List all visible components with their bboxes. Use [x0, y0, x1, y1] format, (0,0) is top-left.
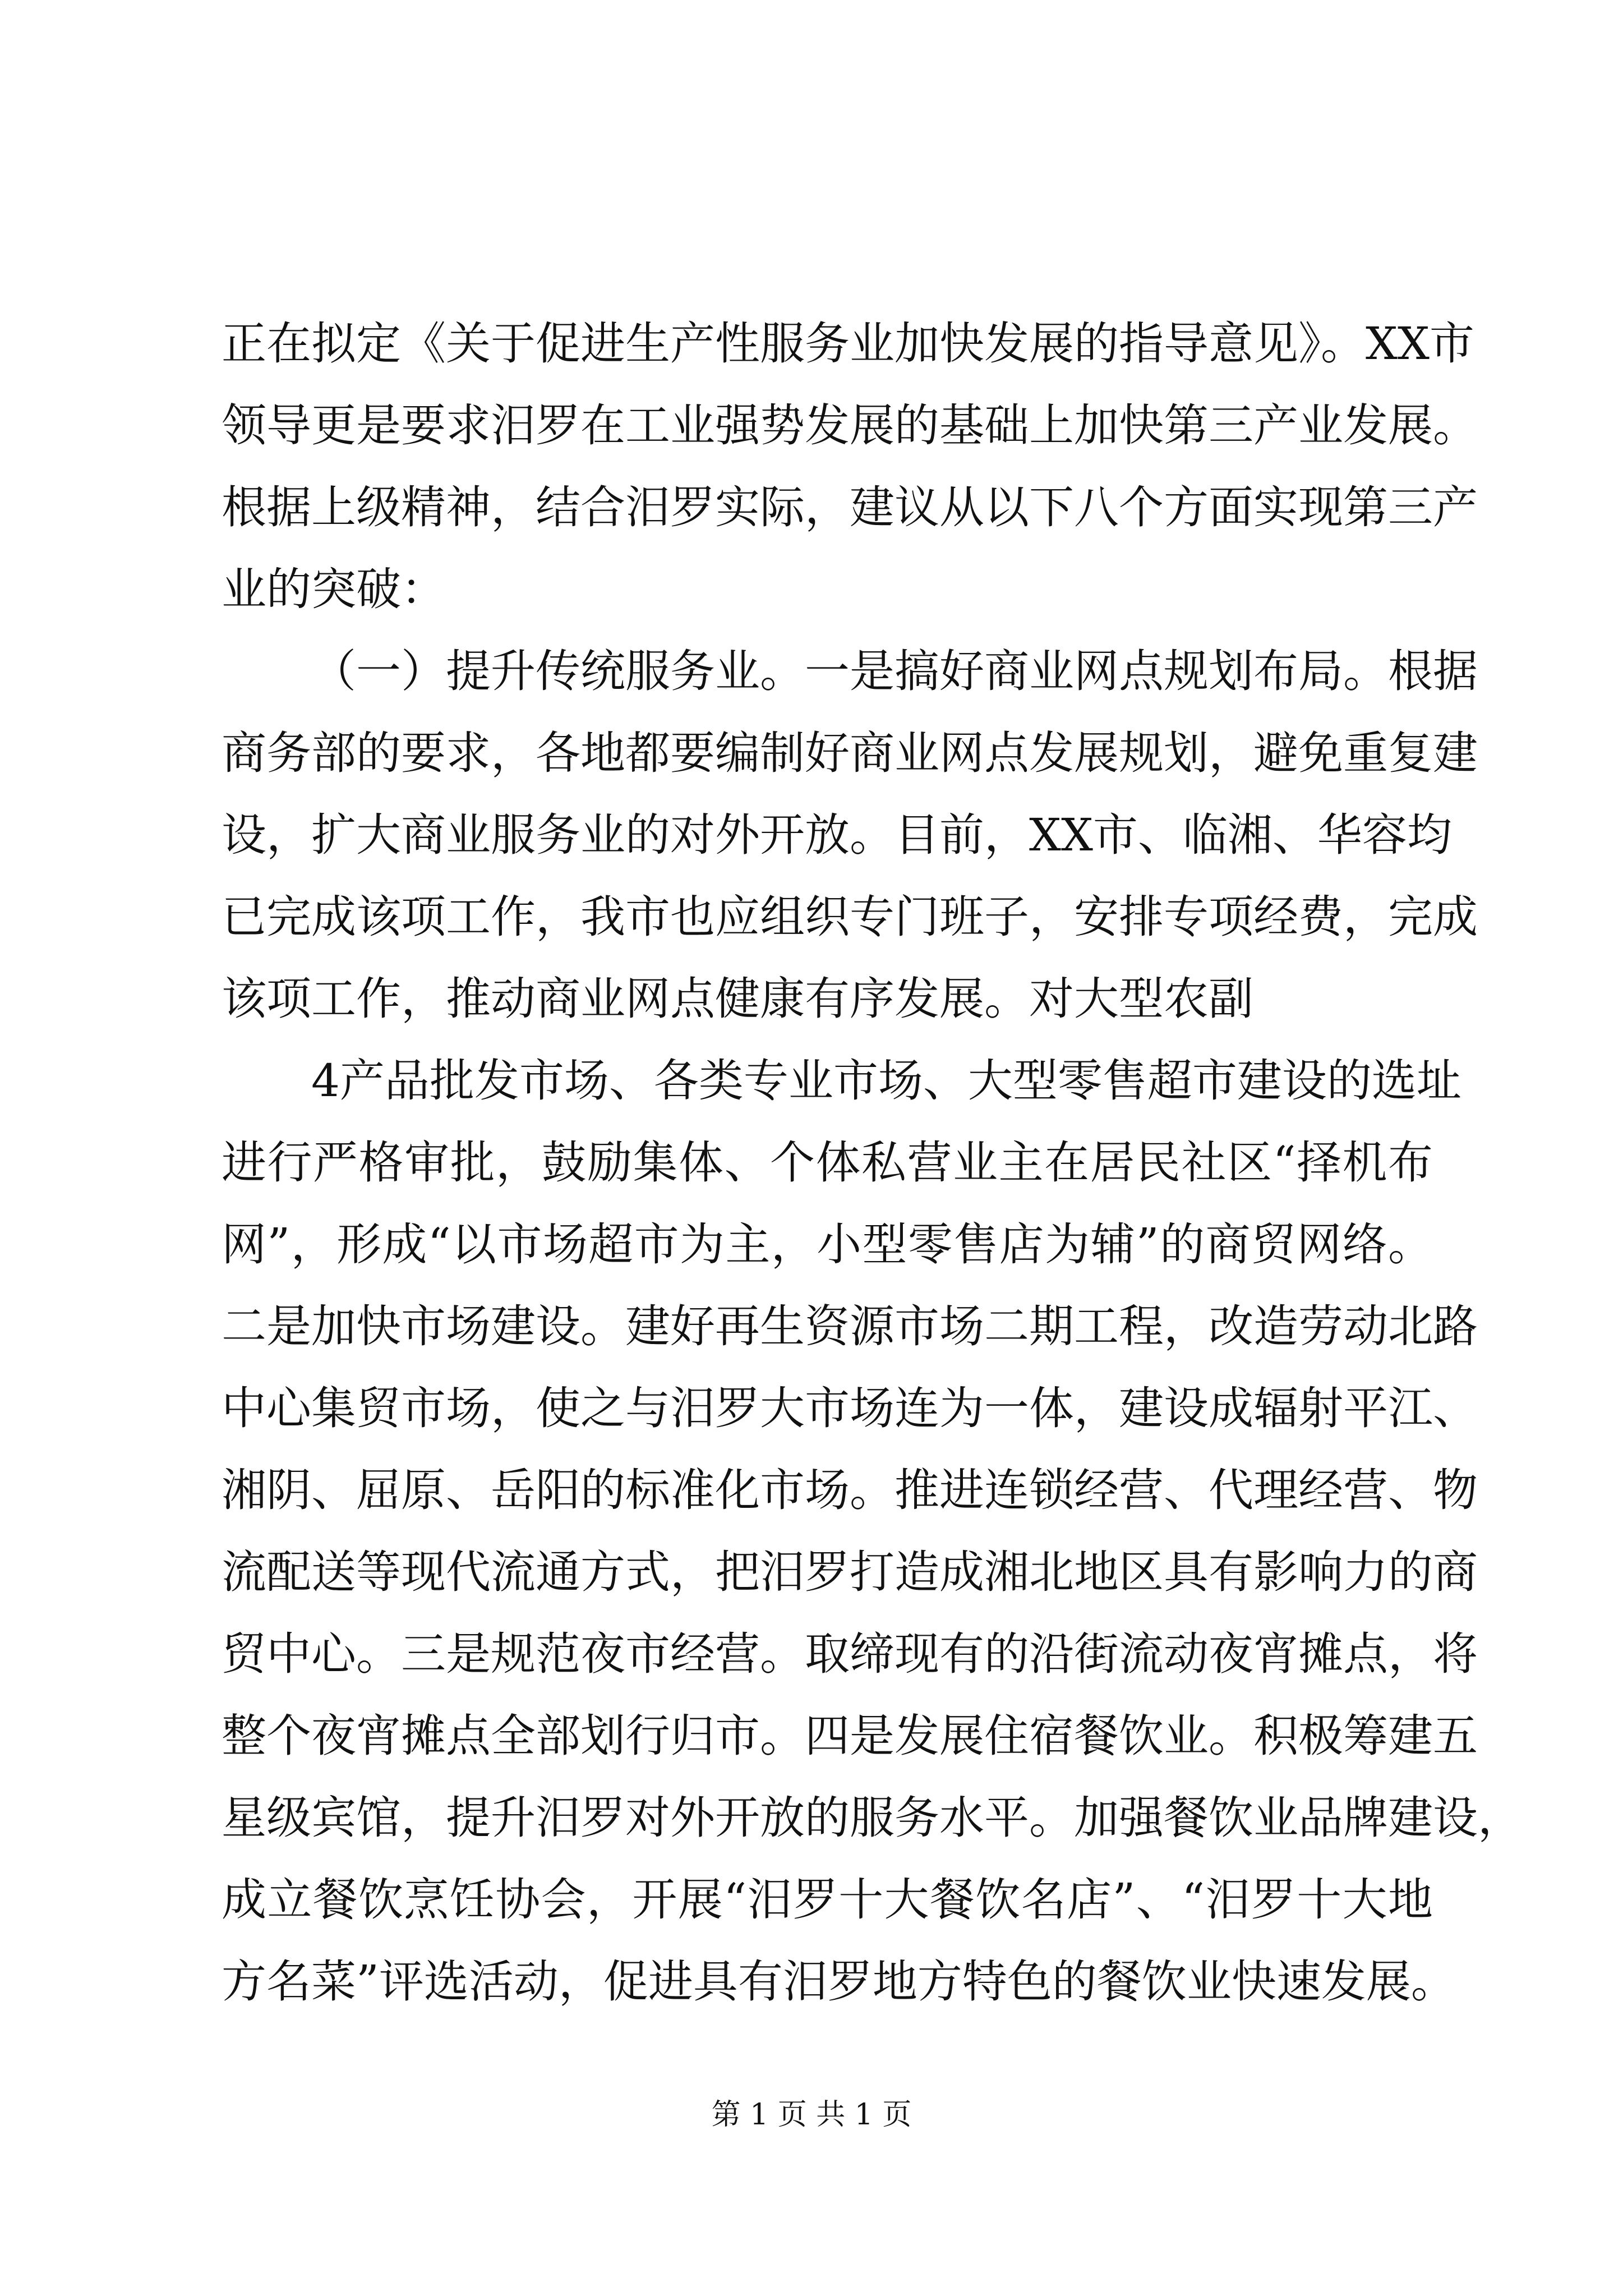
text-line: 设，扩大商业服务业的对外开放。目前，XX市、临湘、华容均 — [222, 809, 1452, 861]
text-line: 领导更是要求汨罗在工业强势发展的基础上加快第三产业发展。 — [222, 399, 1478, 452]
text-line: 正在拟定《关于促进生产性服务业加快发展的指导意见》。XX市 — [222, 318, 1474, 370]
body-text — [222, 303, 1523, 2023]
text-line: 已完成该项工作，我市也应组织专门班子，安排专项经费，完成 — [222, 891, 1478, 943]
text-line: 湘阴、屈原、岳阳的标准化市场。推进连锁经营、代理经营、物 — [222, 1464, 1478, 1516]
page-footer: 第 1 页 共 1 页 — [711, 2098, 912, 2132]
text-line: 成立餐饮烹饪协会，开展“汨罗十大餐饮名店”、“汨罗十大地 — [222, 1874, 1433, 1926]
text-line: 根据上级精神，结合汨罗实际，建议从以下八个方面实现第三产 — [222, 481, 1478, 533]
text-line: 4产品批发市场、各类专业市场、大型零售超市建设的选址 — [311, 1055, 1461, 1107]
text-line: 进行严格审批，鼓励集体、个体私营业主在居民社区“择机布 — [222, 1137, 1433, 1189]
text-line: 流配送等现代流通方式，把汨罗打造成湘北地区具有影响力的商 — [222, 1546, 1478, 1598]
text-line: （一）提升传统服务业。一是搞好商业网点规划布局。根据 — [311, 645, 1478, 697]
text-line: 业的突破： — [222, 563, 446, 615]
text-line: 整个夜宵摊点全部划行归市。四是发展住宿餐饮业。积极筹建五 — [222, 1710, 1478, 1762]
text-line: 二是加快市场建设。建好再生资源市场二期工程，改造劳动北路 — [222, 1300, 1478, 1352]
text-line: 贸中心。三是规范夜市经营。取缔现有的沿街流动夜宵摊点，将 — [222, 1628, 1478, 1680]
text-line: 该项工作，推动商业网点健康有序发展。对大型农副 — [222, 973, 1253, 1025]
text-line: 网”，形成“以市场超市为主，小型零售店为辅”的商贸网络。 — [222, 1218, 1433, 1271]
text-line: 方名菜”评选活动，促进具有汨罗地方特色的餐饮业快速发展。 — [222, 1955, 1456, 2008]
text-line: 星级宾馆，提升汨罗对外开放的服务水平。加强餐饮业品牌建设， — [222, 1792, 1523, 1844]
text-line: 中心集贸市场，使之与汨罗大市场连为一体，建设成辐射平江、 — [222, 1382, 1478, 1434]
text-line: 商务部的要求，各地都要编制好商业网点发展规划，避免重复建 — [222, 727, 1478, 779]
